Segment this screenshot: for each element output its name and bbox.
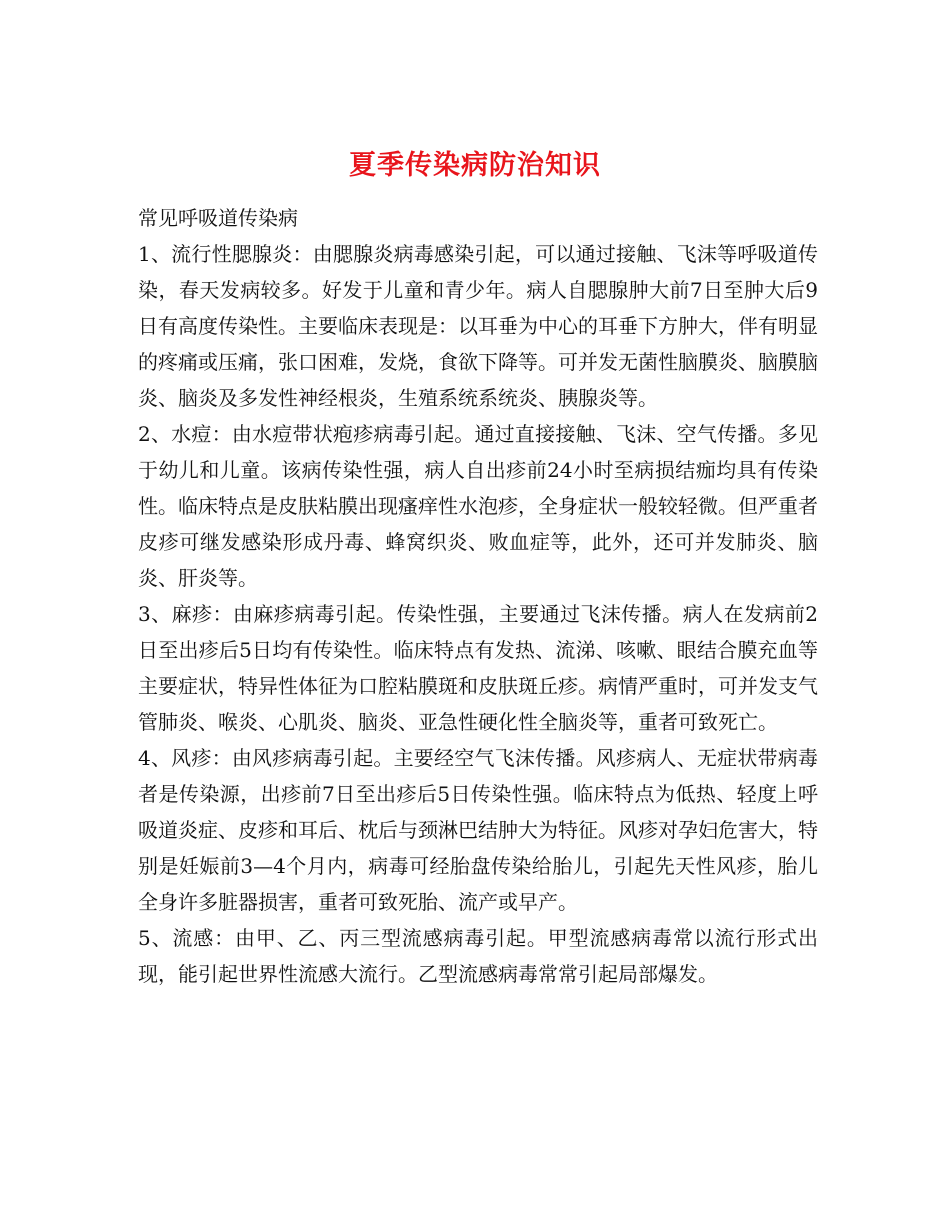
paragraph-measles: 3、麻疹：由麻疹病毒引起。传染性强，主要通过飞沫传播。病人在发病前2日至出疹后5日均有传染性。临床特点有发热、流涕、咳嗽、眼结合膜充血等主要症状，特异性体征为口腔粘膜斑和皮肤斑丘疹。病情严重时，可并发支气管肺炎、喉炎、心肌炎、脑炎、亚急性硬化性全脑炎等，重者可致死亡。 — [138, 602, 818, 734]
section-heading: 常见呼吸道传染病 — [138, 206, 298, 230]
paragraph-mumps: 1、流行性腮腺炎：由腮腺炎病毒感染引起，可以通过接触、飞沫等呼吸道传染，春天发病较多。好发于儿童和青少年。病人自腮腺肿大前7日至肿大后9日有高度传染性。主要临床表现是：以耳垂为中心的耳垂下方肿大，伴有明显的疼痛或压痛，张口困难，发烧，食欲下降等。可并发无菌性脑膜炎、脑膜脑炎、脑炎及多发性神经根炎，生殖系统系统炎、胰腺炎等。 — [138, 242, 818, 410]
paragraph-rubella: 4、风疹：由风疹病毒引起。主要经空气飞沫传播。风疹病人、无症状带病毒者是传染源，出疹前7日至出疹后5日传染性强。临床特点为低热、轻度上呼吸道炎症、皮疹和耳后、枕后与颈淋巴结肿大为特征。风疹对孕妇危害大，特别是妊娠前3—4个月内，病毒可经胎盘传染给胎儿，引起先天性风疹，胎儿全身许多脏器损害，重者可致死胎、流产或早产。 — [138, 746, 818, 914]
paragraph-chickenpox: 2、水痘：由水痘带状疱疹病毒引起。通过直接接触、飞沫、空气传播。多见于幼儿和儿童。该病传染性强，病人自出疹前24小时至病损结痂均具有传染性。临床特点是皮肤粘膜出现瘙痒性水泡疹，全身症状一般较轻微。但严重者皮疹可继发感染形成丹毒、蜂窝织炎、败血症等，此外，还可并发肺炎、脑炎、肝炎等。 — [138, 422, 818, 590]
document-body — [138, 200, 818, 992]
paragraph-influenza: 5、流感：由甲、乙、丙三型流感病毒引起。甲型流感病毒常以流行形式出现，能引起世界性流感大流行。乙型流感病毒常常引起局部爆发。 — [138, 926, 818, 986]
document-title: 夏季传染病防治知识 — [349, 150, 601, 182]
